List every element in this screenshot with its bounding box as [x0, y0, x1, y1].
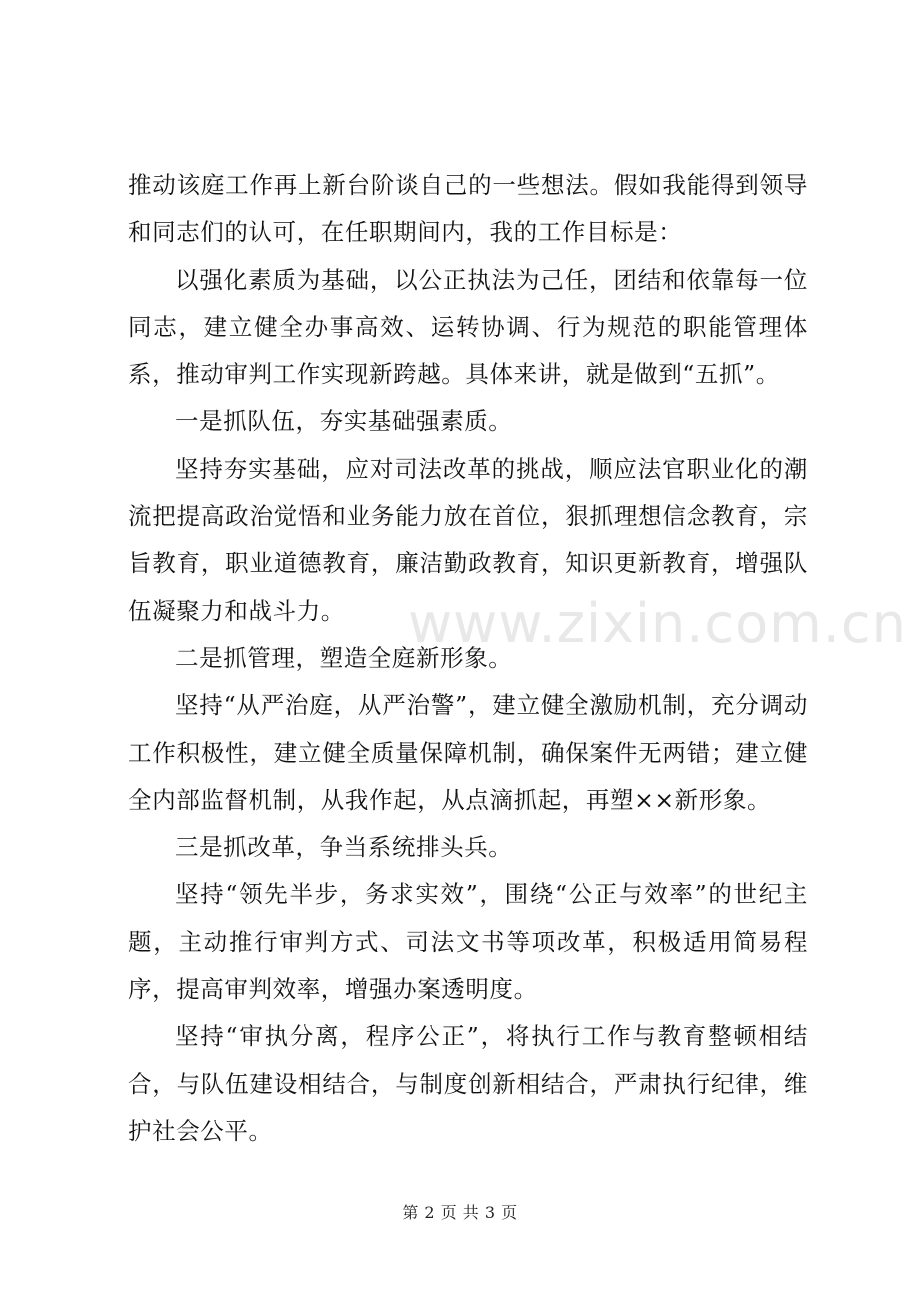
section-heading: 三是抓改革，争当系统排头兵。 — [175, 833, 513, 862]
section-heading: 一是抓队伍，夯实基础强素质。 — [175, 407, 513, 436]
paragraph: 坚持“领先半步，务求实效”，围绕“公正与效率”的世纪主题，主动推行审判方式、司法文书等项改革，积极适用简易程序，提高审判效率，增强办案透明度。 — [128, 880, 808, 1004]
paragraph: 坚持夯实基础，应对司法改革的挑战，顺应法官职业化的潮流把提高政治觉悟和业务能力放在首位，狠抓理想信念教育，宗旨教育，职业道德教育，廉洁勤政教育，知识更新教育，增强队伍凝聚力和战斗力。 — [128, 454, 808, 625]
paragraph: 坚持“审执分离，程序公正”，将执行工作与教育整顿相结合，与队伍建设相结合，与制度创新相结合，严肃执行纪律，维护社会公平。 — [128, 1022, 808, 1145]
watermark: www.zixin.com.cn — [408, 592, 907, 655]
paragraph: 推动该庭工作再上新台阶谈自己的一些想法。假如我能得到领导和同志们的认可，在任职期间内，我的工作目标是： — [128, 171, 808, 247]
paragraph: 坚持“从严治庭，从严治警”，建立健全激励机制，充分调动工作积极性，建立健全质量保障机制，确保案件无两错；建立健全内部监督机制，从我作起，从点滴抓起，再塑××新形象。 — [128, 691, 808, 814]
document-body — [128, 162, 808, 1155]
paragraph: 以强化素质为基础，以公正执法为己任，团结和依靠每一位同志，建立健全办事高效、运转协调、行为规范的职能管理体系，推动审判工作实现新跨越。具体来讲，就是做到“五抓”。 — [128, 265, 808, 389]
page-number-footer: 第 2 页 共 3 页 — [402, 1203, 518, 1222]
section-heading: 二是抓管理，塑造全庭新形象。 — [175, 643, 513, 672]
